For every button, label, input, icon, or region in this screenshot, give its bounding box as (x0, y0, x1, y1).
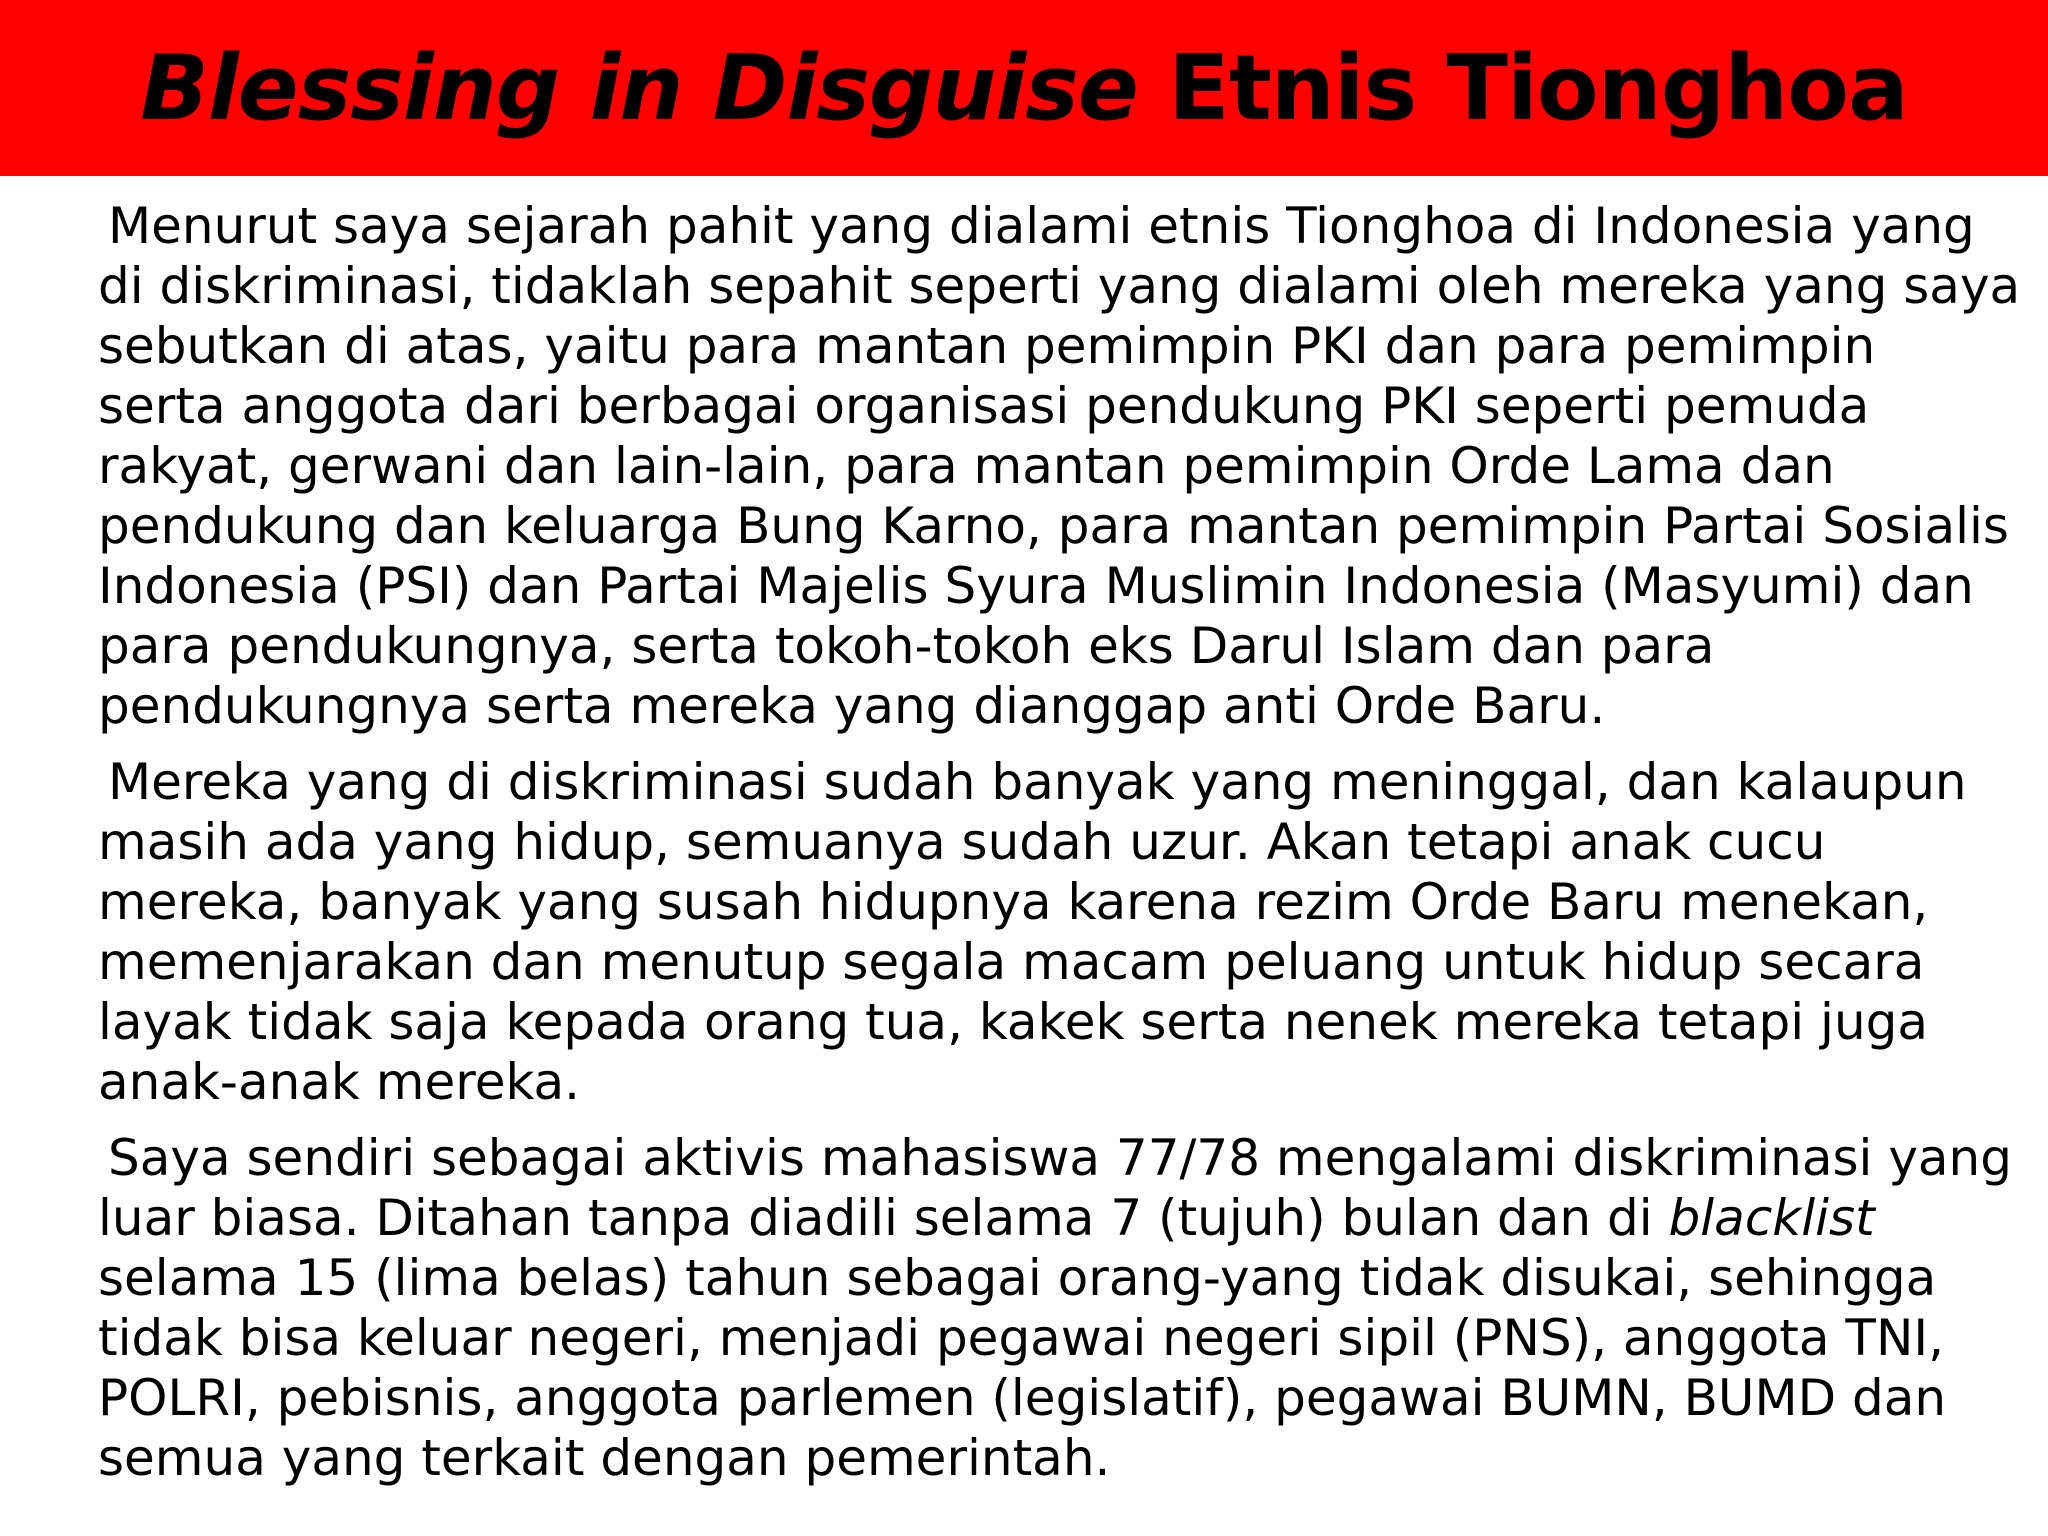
text-line: rakyat, gerwani dan lain-lain, para mantan pemimpin Orde Lama dan (98, 437, 1835, 495)
text-line: semua yang terkait dengan pemerintah. (98, 1429, 1111, 1487)
text-line: pendukung dan keluarga Bung Karno, para mantan pemimpin Partai Sosialis (98, 497, 2009, 555)
text-line: selama 15 (lima belas) tahun sebagai orang-yang tidak disukai, sehingga (98, 1249, 1937, 1307)
body-text (98, 196, 2028, 1504)
title-bar (0, 0, 2048, 176)
text-line: di diskriminasi, tidaklah sepahit seperti yang dialami oleh mereka yang saya (98, 257, 2021, 315)
text-line: memenjarakan dan menutup segala macam peluang untuk hidup secara (98, 933, 1925, 991)
text-line: layak tidak saja kepada orang tua, kakek serta nenek mereka tetapi juga (98, 993, 1929, 1051)
text-line: Indonesia (PSI) dan Partai Majelis Syura Muslimin Indonesia (Masyumi) dan (98, 557, 1974, 615)
text-line: pendukungnya serta mereka yang dianggap anti Orde Baru. (98, 677, 1606, 735)
text-segment: luar biasa. Ditahan tanpa diadili selama 7 (tujuh) bulan dan di (98, 1189, 1669, 1247)
text-line (98, 1188, 2028, 1248)
text-line: tidak bisa keluar negeri, menjadi pegawai negeri sipil (PNS), anggota TNI, (98, 1309, 1944, 1367)
paragraph-2 (98, 752, 2028, 1112)
text-line: para pendukungnya, serta tokoh-tokoh eks Darul Islam dan para (98, 617, 1715, 675)
slide-title (140, 36, 1908, 141)
paragraph-1 (98, 196, 2028, 736)
title-regular-part: Etnis Tionghoa (1168, 35, 1908, 141)
text-line: Menurut saya sejarah pahit yang dialami etnis Tionghoa di Indonesia yang (108, 197, 1975, 255)
title-italic-part: Blessing in Disguise (140, 35, 1138, 141)
text-line: Saya sendiri sebagai aktivis mahasiswa 77/78 mengalami diskriminasi yang (108, 1129, 2012, 1187)
paragraph-3 (98, 1128, 2028, 1488)
text-line: sebutkan di atas, yaitu para mantan pemimpin PKI dan para pemimpin (98, 317, 1876, 375)
italic-term: blacklist (1668, 1189, 1875, 1247)
text-line: POLRI, pebisnis, anggota parlemen (legislatif), pegawai BUMN, BUMD dan (98, 1369, 1947, 1427)
text-line: mereka, banyak yang susah hidupnya karena rezim Orde Baru menekan, (98, 873, 1929, 931)
text-line: anak-anak mereka. (98, 1053, 581, 1111)
text-line: serta anggota dari berbagai organisasi pendukung PKI seperti pemuda (98, 377, 1870, 435)
text-line: masih ada yang hidup, semuanya sudah uzur. Akan tetapi anak cucu (98, 813, 1826, 871)
text-line: Mereka yang di diskriminasi sudah banyak yang meninggal, dan kalaupun (108, 753, 1967, 811)
